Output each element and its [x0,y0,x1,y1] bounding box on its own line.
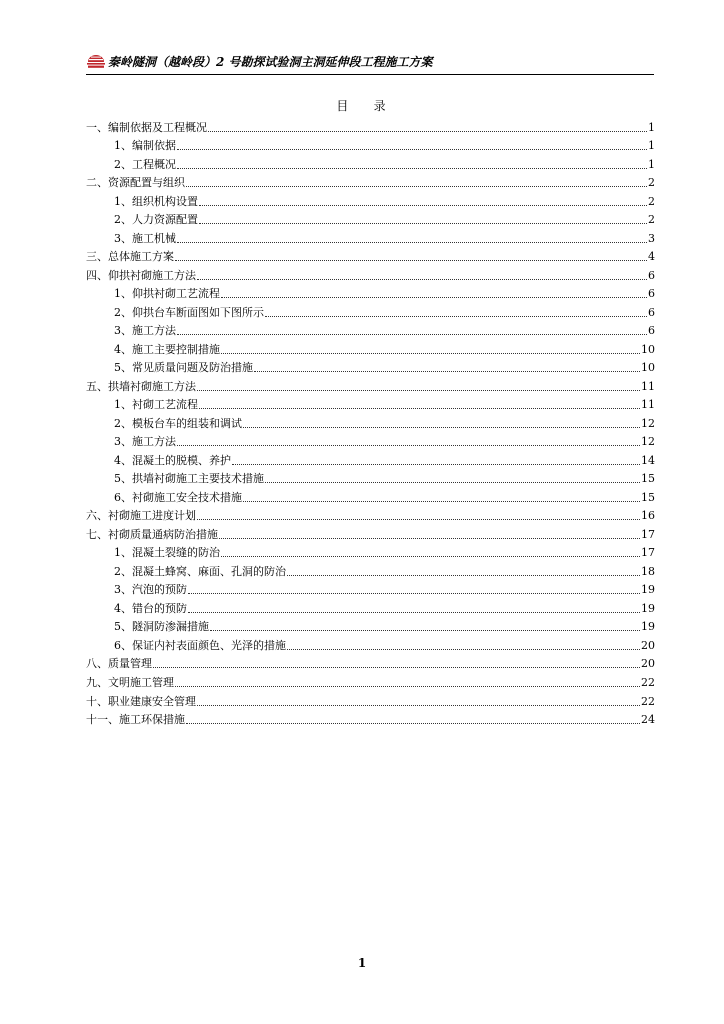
toc-dot-leader [175,686,640,687]
toc-entry-label: 2、混凝土蜂窝、麻面、孔洞的防治 [114,564,286,578]
toc-entry[interactable] [86,394,655,413]
toc-entry[interactable] [86,468,655,487]
toc-entry-page: 1 [648,157,655,171]
toc-entry[interactable] [86,153,655,172]
toc-entry[interactable] [86,690,655,709]
toc-entry-page: 24 [641,713,655,727]
toc-entry-label: 3、汽泡的预防 [114,583,187,597]
toc-entry[interactable] [86,579,655,598]
toc-entry-label: 九、文明施工管理 [86,675,174,689]
toc-entry-page: 16 [641,509,655,523]
page-header [86,50,654,74]
toc-entry-page: 17 [641,546,655,560]
toc-entry-page: 22 [641,694,655,708]
toc-dot-leader [197,519,640,520]
toc-dot-leader [199,205,647,206]
toc-entry[interactable] [86,634,655,653]
page-number: 1 [357,956,367,970]
toc-entry-label: 4、混凝土的脱模、养护 [114,453,231,467]
toc-entry[interactable] [86,412,655,431]
toc-dot-leader [199,223,647,224]
toc-dot-leader [219,538,640,539]
toc-entry-page: 2 [648,176,655,190]
toc-entry-page: 12 [641,435,655,449]
toc-entry-page: 11 [641,398,655,412]
toc-entry[interactable] [86,338,655,357]
toc-dot-leader [221,556,640,557]
toc-entry-label: 1、混凝土裂缝的防治 [114,546,220,560]
toc-entry-page: 20 [641,638,655,652]
toc-dot-leader [243,501,640,502]
toc-entry-label: 3、施工机械 [114,231,176,245]
toc-entry[interactable] [86,486,655,505]
toc-dot-leader [243,427,640,428]
toc-entry-page: 6 [648,287,655,301]
toc-dot-leader [177,334,647,335]
toc-dot-leader [221,353,640,354]
toc-dot-leader [287,575,640,576]
toc-dot-leader [177,149,647,150]
toc-dot-leader [199,408,640,409]
toc-dot-leader [153,667,640,668]
toc-entry-page: 11 [641,379,655,393]
toc-entry-label: 3、施工方法 [114,324,176,338]
toc-entry[interactable] [86,227,655,246]
toc-dot-leader [186,723,640,724]
toc-entry-label: 5、隧洞防渗漏措施 [114,620,209,634]
toc-entry[interactable] [86,264,655,283]
toc-entry-page: 15 [641,490,655,504]
company-logo-icon [86,53,106,69]
toc-entry-page: 6 [648,305,655,319]
toc-entry-label: 2、工程概况 [114,157,176,171]
toc-entry[interactable] [86,135,655,154]
toc-entry[interactable] [86,597,655,616]
toc-entry[interactable] [86,523,655,542]
toc-entry-label: 1、衬砌工艺流程 [114,398,198,412]
toc-entry-page: 2 [648,213,655,227]
toc-entry[interactable] [86,449,655,468]
toc-entry[interactable] [86,301,655,320]
toc-entry[interactable] [86,172,655,191]
toc-entry[interactable] [86,375,655,394]
toc-dot-leader [232,464,640,465]
toc-entry-label: 四、仰拱衬砌施工方法 [86,268,196,282]
toc-dot-leader [177,445,640,446]
toc-dot-leader [197,705,640,706]
toc-entry-label: 2、模板台车的组装和调试 [114,416,242,430]
toc-dot-leader [188,612,640,613]
toc-entry[interactable] [86,320,655,339]
toc-entry-label: 5、拱墙衬砌施工主要技术措施 [114,472,264,486]
toc-entry-page: 22 [641,675,655,689]
toc-dot-leader [175,260,647,261]
toc-entry[interactable] [86,357,655,376]
toc-entry-page: 10 [641,361,655,375]
toc-entry[interactable] [86,671,655,690]
toc-entry-page: 3 [648,231,655,245]
toc-entry-page: 15 [641,472,655,486]
toc-entry-label: 2、人力资源配置 [114,213,198,227]
toc-entry[interactable] [86,209,655,228]
toc-entry-label: 十一、施工环保措施 [86,713,185,727]
toc-entry-label: 2、仰拱台车断面图如下图所示 [114,305,264,319]
toc-entry-page: 1 [648,120,655,134]
toc-entry-label: 五、拱墙衬砌施工方法 [86,379,196,393]
toc-entry-label: 5、常见质量问题及防治措施 [114,361,253,375]
toc-entry[interactable] [86,709,655,728]
toc-entry-label: 一、编制依据及工程概况 [86,120,207,134]
toc-dot-leader [221,297,647,298]
toc-entry-label: 1、编制依据 [114,139,176,153]
toc-entry-label: 二、资源配置与组织 [86,176,185,190]
toc-entry[interactable] [86,560,655,579]
toc-heading: 目 录 [336,99,388,113]
toc-entry-label: 1、仰拱衬砌工艺流程 [114,287,220,301]
toc-entry-label: 十、职业建康安全管理 [86,694,196,708]
toc-entry-page: 6 [648,324,655,338]
toc-entry-label: 八、质量管理 [86,657,152,671]
toc-entry-page: 18 [641,564,655,578]
toc-entry-page: 6 [648,268,655,282]
toc-entry[interactable] [86,616,655,635]
toc-entry-page: 10 [641,342,655,356]
toc-dot-leader [177,242,647,243]
toc-entry-page: 19 [641,601,655,615]
toc-entry-label: 1、组织机构设置 [114,194,198,208]
toc-entry[interactable] [86,505,655,524]
toc-dot-leader [197,390,640,391]
toc-entry[interactable] [86,190,655,209]
toc-entry-label: 六、衬砌施工进度计划 [86,509,196,523]
toc-entry-label: 三、总体施工方案 [86,250,174,264]
toc-entry[interactable] [86,653,655,672]
toc-entry-page: 12 [641,416,655,430]
table-of-contents [86,116,655,727]
toc-dot-leader [197,279,647,280]
toc-entry-page: 19 [641,620,655,634]
toc-dot-leader [265,482,640,483]
toc-entry-label: 七、衬砌质量通病防治措施 [86,527,218,541]
toc-dot-leader [208,131,647,132]
toc-entry-label: 6、衬砌施工安全技术措施 [114,490,242,504]
toc-dot-leader [186,186,647,187]
toc-entry-page: 1 [648,139,655,153]
toc-entry-page: 14 [641,453,655,467]
toc-entry-page: 19 [641,583,655,597]
toc-dot-leader [210,630,640,631]
toc-dot-leader [188,593,640,594]
toc-entry[interactable] [86,283,655,302]
toc-dot-leader [177,168,647,169]
toc-entry-page: 20 [641,657,655,671]
toc-entry-label: 6、保证内衬表面颜色、光泽的措施 [114,638,286,652]
toc-entry[interactable] [86,116,655,135]
toc-entry[interactable] [86,431,655,450]
toc-dot-leader [254,371,640,372]
toc-entry[interactable] [86,246,655,265]
document-title: 秦岭隧洞（越岭段）2 号勘探试验洞主洞延伸段工程施工方案 [108,55,433,69]
toc-dot-leader [265,316,647,317]
toc-entry-page: 2 [648,194,655,208]
toc-entry-label: 3、施工方法 [114,435,176,449]
header-divider [86,74,654,75]
toc-dot-leader [287,649,640,650]
toc-entry-page: 17 [641,527,655,541]
toc-entry-page: 4 [648,250,655,264]
toc-entry-label: 4、施工主要控制措施 [114,342,220,356]
toc-entry-label: 4、错台的预防 [114,601,187,615]
toc-entry[interactable] [86,542,655,561]
